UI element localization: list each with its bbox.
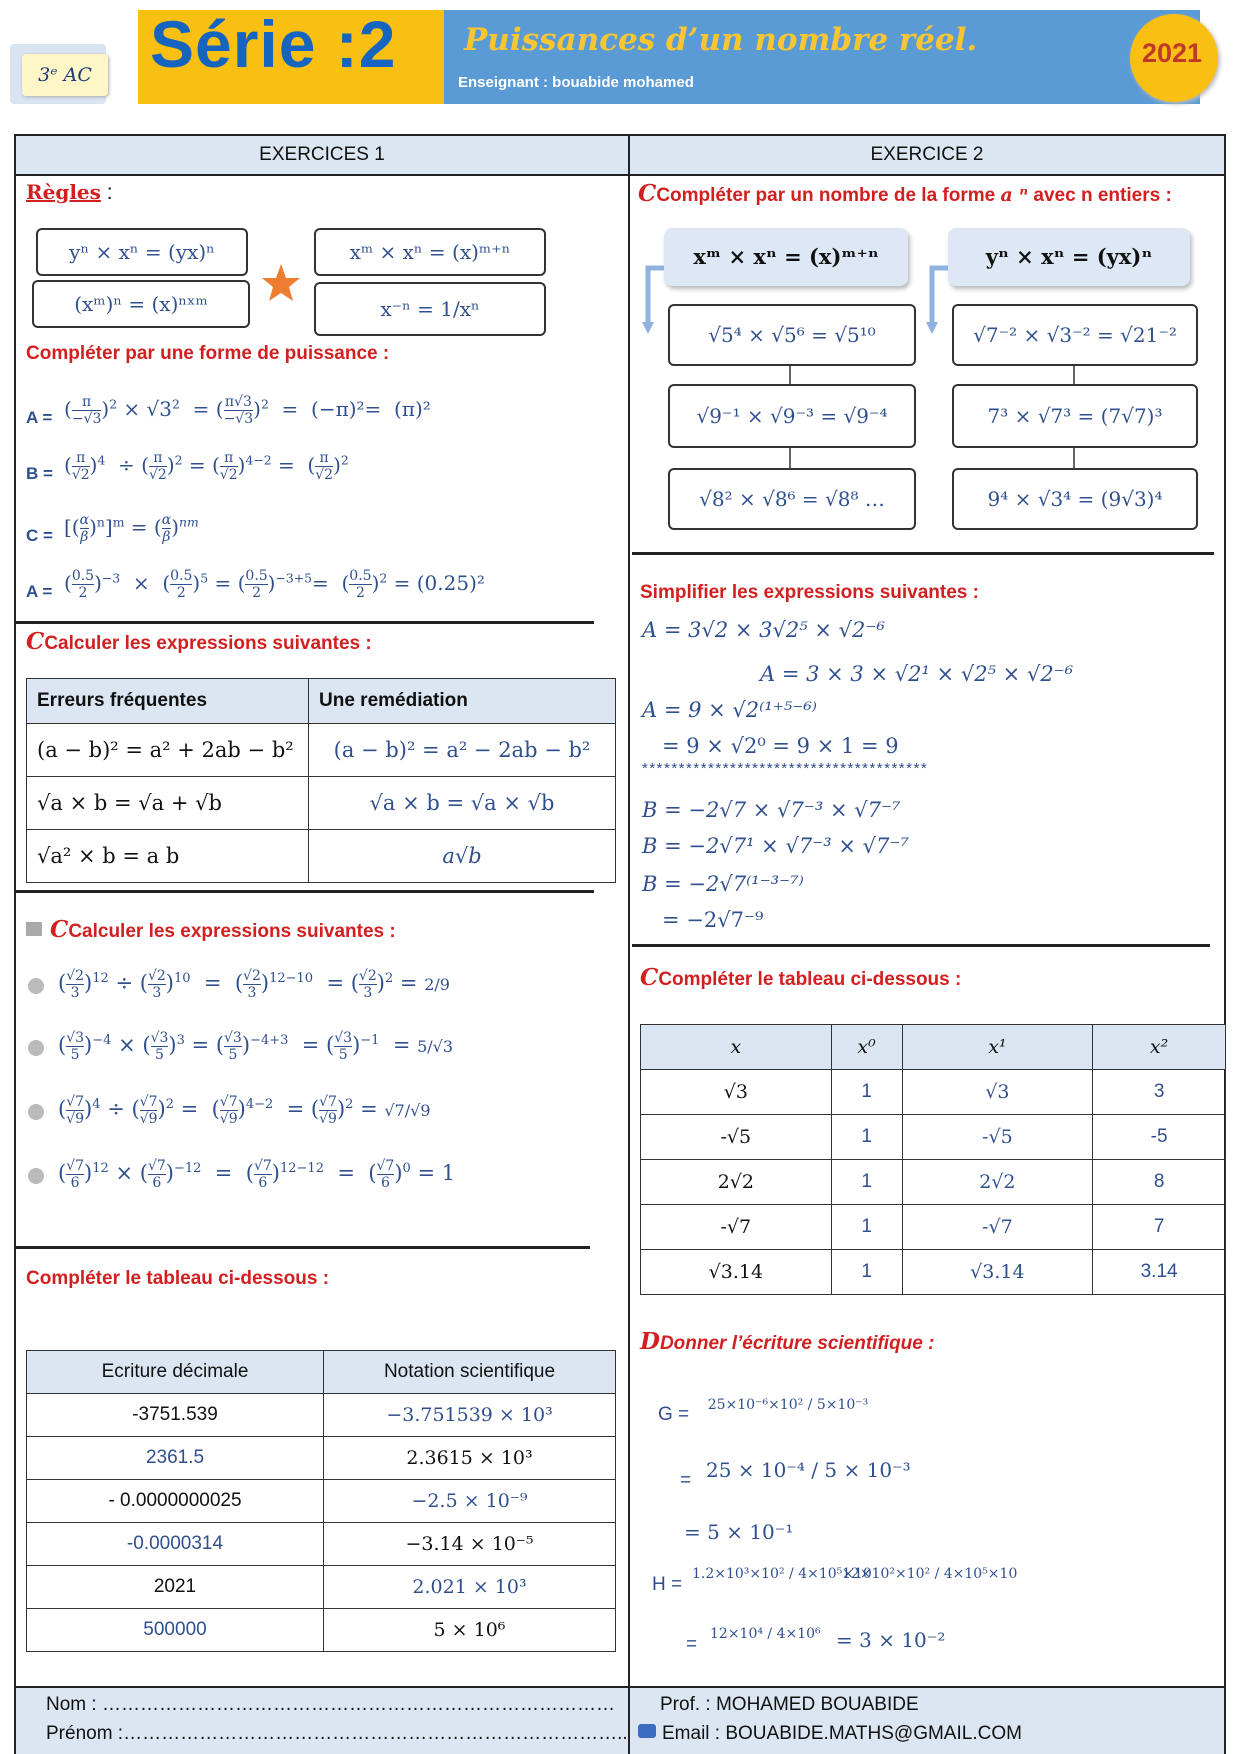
eq-label-b: B =	[26, 464, 53, 483]
g-fraction	[700, 1394, 876, 1416]
simplify-line-4: = 9 × √2⁰ = 9 × 1 = 9	[662, 734, 899, 758]
errors-table	[26, 678, 616, 883]
pow-cell: 1	[831, 1205, 902, 1250]
pow-cell: 1	[831, 1160, 902, 1205]
power-box-left-2-text: √9⁻¹ × √9⁻³ = √9⁻⁴	[696, 404, 888, 428]
column-divider	[628, 134, 630, 1754]
rule-box-1	[36, 228, 248, 276]
rules-colon: :	[106, 181, 113, 204]
pow-header: x	[641, 1025, 832, 1070]
simplify-heading	[640, 582, 979, 604]
bullet-icon	[28, 1040, 44, 1056]
right-complete-table-heading: CCompléter le tableau ci-dessous :	[640, 964, 962, 991]
pow-header: x²	[1093, 1025, 1226, 1070]
power-box-left-3	[668, 468, 916, 530]
chat-icon	[638, 1724, 656, 1738]
pow-cell: -√5	[641, 1115, 832, 1160]
pow-cell: -√5	[902, 1115, 1093, 1160]
topic-title: Puissances d’un nombre réel.	[464, 22, 978, 58]
calc1-text: Calculer les expressions suivantes :	[44, 633, 372, 654]
g-label: G =	[658, 1404, 690, 1425]
pow-cell: √3	[641, 1070, 832, 1115]
prof-name: Prof. : MOHAMED BOUABIDE	[660, 1694, 919, 1715]
simplify-line-6: B = −2√7¹ × √7⁻³ × √7⁻⁷	[642, 834, 909, 858]
formula-left-text: xᵐ × xⁿ = (x)ᵐ⁺ⁿ	[693, 244, 879, 269]
decimal-cell: 2021	[27, 1566, 324, 1609]
pow-cell: 2√2	[641, 1160, 832, 1205]
email-link[interactable]: Email : BOUABIDE.MATHS@GMAIL.COM	[662, 1723, 1022, 1744]
rule-4-text: x⁻ⁿ = 1/xⁿ	[380, 297, 480, 321]
error-cell: (a − b)² = a² + 2ab − b²	[27, 724, 309, 777]
calc2-text: Calculer les expressions suivantes :	[68, 921, 396, 942]
h-equals: =	[686, 1634, 698, 1655]
bullet-icon	[28, 978, 44, 994]
right-footer	[630, 1686, 1224, 1754]
pow-cell: 1	[831, 1250, 902, 1295]
scientific-cell: −2.5 × 10⁻⁹	[324, 1480, 616, 1523]
g-fraction-text: 25×10⁻⁶×10² / 5×10⁻³	[707, 1397, 869, 1413]
serie-title: Série :2	[150, 7, 397, 81]
power-box-left-1	[668, 304, 916, 366]
g-step2-text: 25 × 10⁻⁴ / 5 × 10⁻³	[706, 1458, 911, 1482]
complete-form-symbol: a ⁿ	[1000, 184, 1029, 206]
left-complete-table-text: Compléter le tableau ci-dessous :	[26, 1268, 330, 1289]
fraction-result-3: √7/√9	[384, 1101, 431, 1120]
scientific-cell: 2.021 × 10³	[324, 1566, 616, 1609]
pow-cell: 3	[1093, 1070, 1226, 1115]
right-separator-2	[632, 944, 1210, 947]
rule-1-text: yⁿ × xⁿ = (yx)ⁿ	[69, 240, 215, 264]
bullet-icon	[28, 1104, 44, 1120]
g-step2	[706, 1458, 911, 1482]
sci-header-2: Notation scientifique	[324, 1351, 616, 1394]
scientific-cell: −3.14 × 10⁻⁵	[324, 1523, 616, 1566]
rule-3-text: (xᵐ)ⁿ = (x)ⁿˣᵐ	[74, 292, 208, 316]
bullet-icon	[28, 1168, 44, 1184]
fraction-line-1: ( √2 3 )$^{12}$ ÷ ( √2 3 )$^{10}$ = ( √2 3 )$^{12-10}$ = ( √2 3 )$^2$ = 2/9	[58, 968, 450, 1001]
h-fraction-2: 12×10²×10² / 4×10⁵×10	[842, 1566, 1018, 1582]
stars-separator: ***************************************	[642, 760, 929, 777]
fraction-line-3: ( √7 √9)$^4$ ÷ ( √7 √9)$^2$ = ( √7 √9)$^{4-2}$ = ( √7 √9)$^2$ = √7/√9	[58, 1094, 431, 1127]
eq-a-expression: ( π $-√3)^2 \times √3^2$ = ( π√3 −√3)$^2$ = (−π)²= (π)²	[64, 394, 431, 427]
prenom-field[interactable]: Prénom :……………………………………………………………………..	[46, 1723, 628, 1744]
scientific-cell: 5 × 10⁶	[324, 1609, 616, 1652]
eq-label-c: C =	[26, 526, 53, 545]
simplify-line-5: B = −2√7 × √7⁻³ × √7⁻⁷	[642, 798, 901, 822]
scientific-cell: −3.751539 × 10³	[324, 1394, 616, 1437]
error-cell: √a² × b = a b	[27, 830, 309, 883]
power-box-right-3-text: 9⁴ × √3⁴ = (9√3)⁴	[987, 487, 1163, 511]
h-result: = 3 × 10⁻²	[836, 1628, 946, 1652]
left-footer	[16, 1686, 628, 1754]
decimal-cell: - 0.0000000025	[27, 1480, 324, 1523]
pow-cell: 1	[831, 1115, 902, 1160]
power-box-left-3-text: √8² × √8⁶ = √8⁸ …	[699, 487, 885, 511]
sci-writing-text: Donner l’écriture scientifique :	[659, 1333, 935, 1354]
rule-2-text: xᵐ × xⁿ = (x)ᵐ⁺ⁿ	[349, 240, 511, 264]
h-fraction-1: 1.2×10³×10² / 4×10⁵×10	[692, 1566, 872, 1582]
rules-heading	[26, 180, 113, 205]
decimal-cell: -0.0000314	[27, 1523, 324, 1566]
pow-cell: -√7	[641, 1205, 832, 1250]
right-column-header	[630, 136, 1224, 176]
rule-box-4	[314, 282, 546, 336]
decimal-cell: 500000	[27, 1609, 324, 1652]
scientific-table	[26, 1350, 616, 1652]
scientific-cell: 2.3615 × 10³	[324, 1437, 616, 1480]
simplify-line-2: A = 3 × 3 × √2¹ × √2⁵ × √2⁻⁶	[760, 662, 1074, 686]
complete-form-tail: avec n entiers :	[1033, 185, 1172, 206]
power-box-right-1-text: √7⁻² × √3⁻² = √21⁻²	[973, 323, 1177, 347]
eq-a2-expression: ( 0.5 2 )$^{-3}$ × ( 0.5 2 )$^5$ = ( 0.5 2 )$^{-3+5}$= ( 0.5 2 )$^2$ = (0.25)²	[64, 568, 485, 601]
fraction-result-4: 1	[441, 1161, 456, 1185]
power-box-right-2-text: 7³ × √7³ = (7√7)³	[987, 404, 1163, 428]
h-fraction-3: 12×10⁴ / 4×10⁶	[710, 1626, 821, 1642]
fraction-result-1: 2/9	[424, 975, 450, 994]
pow-header: x¹	[902, 1025, 1093, 1070]
errors-header-1: Erreurs fréquentes	[27, 679, 309, 724]
pow-cell: 2√2	[902, 1160, 1093, 1205]
power-box-right-1	[952, 304, 1198, 366]
right-separator-1	[632, 552, 1214, 555]
nom-field[interactable]: Nom : ………………………………………………………………………	[46, 1694, 615, 1715]
eq-c-expression: [( α β)$^n$]$^m$ = ( α β)$^{nm}$	[64, 512, 199, 545]
year-label: 2021	[1142, 38, 1203, 68]
errors-header-2: Une remédiation	[309, 679, 616, 724]
level-badge: 3ᵉ AC	[22, 54, 108, 96]
remediation-cell: (a − b)² = a² − 2ab − b²	[309, 724, 616, 777]
left-column-header	[16, 136, 628, 176]
pow-cell: 1	[831, 1070, 902, 1115]
g-equals: =	[680, 1470, 692, 1491]
sci-writing-heading: DDonner l’écriture scientifique :	[640, 1328, 935, 1355]
calc1-heading: CCalculer les expressions suivantes :	[26, 628, 372, 655]
eq-b-expression: ( π √2)$^4$ ÷ ( π √2)$^2$ = ( π √2)$^{4-2}$ = ( π √2)$^2$	[64, 450, 349, 483]
pow-header: x⁰	[831, 1025, 902, 1070]
remediation-cell: √a × b = √a × √b	[309, 777, 616, 830]
rules-label: Règles	[26, 180, 101, 204]
pow-cell: 7	[1093, 1205, 1226, 1250]
pow-cell: √3	[902, 1070, 1093, 1115]
pow-cell: -5	[1093, 1115, 1226, 1160]
left-complete-table-heading	[26, 1268, 329, 1290]
decimal-cell: 2361.5	[27, 1437, 324, 1480]
decimal-cell: -3751.539	[27, 1394, 324, 1437]
right-complete-table-text: Compléter le tableau ci-dessous :	[658, 969, 962, 990]
rule-box-3	[32, 280, 250, 328]
complete-form-text: Compléter par un nombre de la forme	[656, 185, 996, 206]
exercise-2-title: EXERCICE 2	[870, 144, 984, 165]
complete-form-heading: CCompléter par un nombre de la forme a ⁿ avec n entiers :	[638, 180, 1172, 207]
star-icon	[260, 262, 302, 304]
pow-cell: -√7	[902, 1205, 1093, 1250]
h-label: H =	[652, 1574, 683, 1595]
complete-power-heading	[26, 343, 389, 365]
left-separator-3	[16, 1246, 590, 1249]
complete-power-text: Compléter par une forme de puissance :	[26, 343, 390, 364]
checkbox-icon	[26, 922, 42, 936]
power-box-right-2	[952, 384, 1198, 448]
rule-box-2	[314, 228, 546, 276]
eq-label-a2: A =	[26, 582, 53, 601]
sci-header-1: Ecriture décimale	[27, 1351, 324, 1394]
pow-cell: 8	[1093, 1160, 1226, 1205]
simplify-line-3: A = 9 × √2⁽¹⁺⁵⁻⁶⁾	[642, 698, 817, 722]
power-box-right-3	[952, 468, 1198, 530]
pow-cell: √3.14	[902, 1250, 1093, 1295]
calc2-heading: CCalculer les expressions suivantes :	[50, 916, 396, 943]
left-separator-2	[16, 890, 594, 893]
power-box-left-2	[668, 384, 916, 448]
simplify-line-8: = −2√7⁻⁹	[662, 908, 764, 932]
powers-table	[640, 1024, 1226, 1295]
teacher-name: Enseignant : bouabide mohamed	[458, 74, 694, 91]
simplify-line-7: B = −2√7⁽¹⁻³⁻⁷⁾	[642, 872, 804, 896]
g-result: = 5 × 10⁻¹	[684, 1520, 794, 1544]
pow-cell: 3.14	[1093, 1250, 1226, 1295]
fraction-line-2: ( √3 5 )$^{-4}$ × ( √3 5 )$^3$ = ( √3 5 )$^{-4+3}$ = ( √3 5 )$^{-1}$ = 5/√3	[58, 1030, 454, 1063]
fraction-line-4: ( √7 6 )$^{12}$ × ( √7 6 )$^{-12}$ = ( √7 6 )$^{12-12}$ = ( √7 6 )$^0$ = 1	[58, 1158, 456, 1191]
pow-cell: √3.14	[641, 1250, 832, 1295]
error-cell: √a × b = √a + √b	[27, 777, 309, 830]
exercise-1-title: EXERCICES 1	[259, 144, 385, 165]
fraction-result-2: 5/√3	[417, 1037, 454, 1056]
power-box-left-1-text: √5⁴ × √5⁶ = √5¹⁰	[708, 323, 876, 347]
left-separator-1	[16, 621, 594, 624]
eq-label-a: A =	[26, 408, 53, 427]
remediation-cell: a√b	[309, 830, 616, 883]
simplify-line-1: A = 3√2 × 3√2⁵ × √2⁻⁶	[642, 618, 885, 642]
simplify-text: Simplifier les expressions suivantes :	[640, 582, 979, 603]
formula-right-text: yⁿ × xⁿ = (yx)ⁿ	[985, 244, 1153, 269]
